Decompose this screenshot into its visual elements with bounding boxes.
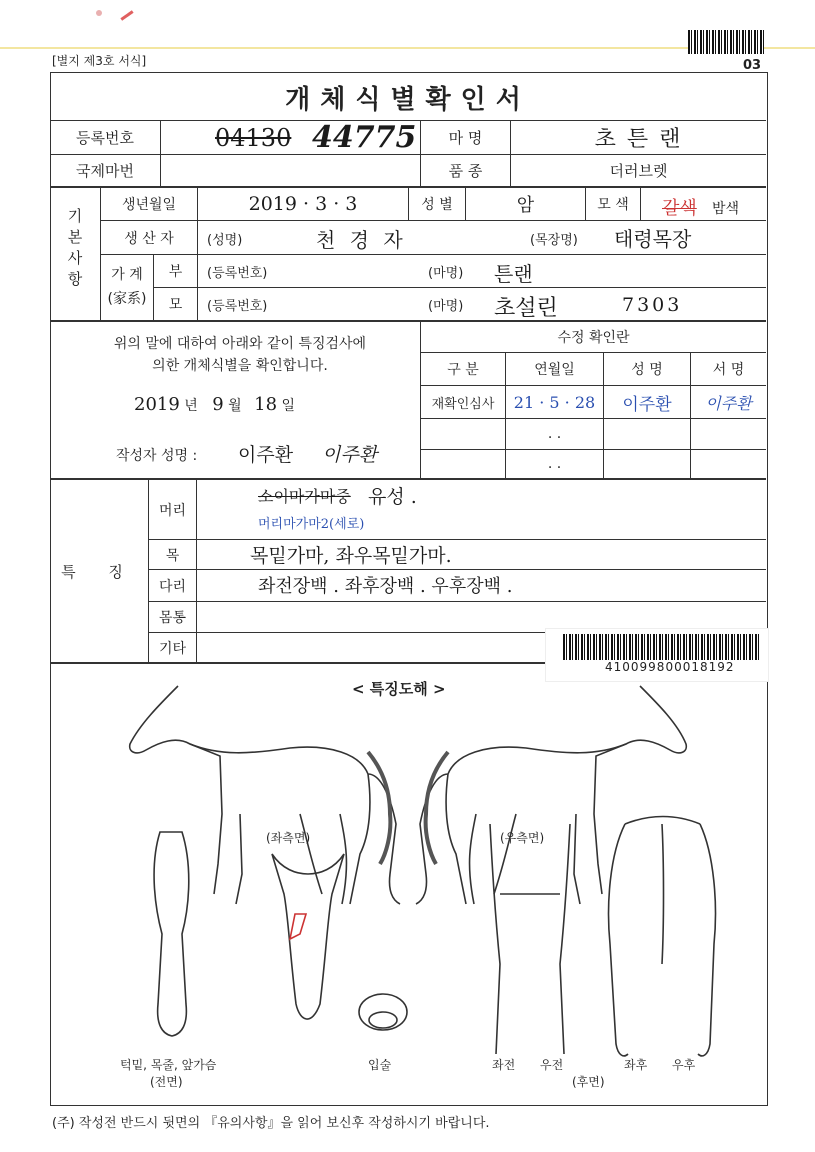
rev-row2-date: . . (547, 426, 562, 442)
rev-col-date: 연월일 (534, 362, 575, 378)
head-label: 머리 (158, 502, 187, 519)
birth-label: 생년월일 (121, 197, 177, 213)
statement-line1: 위의 말에 대하여 아래와 같이 특징검사에 (113, 336, 367, 352)
basic-section-label: 기본사항 (65, 208, 84, 292)
hind-right-leg-label: 우후 (672, 1058, 696, 1072)
body-label: 몸통 (158, 610, 187, 626)
features-section-label: 특 징 (61, 562, 137, 581)
sire-label: 부 (168, 264, 183, 280)
color-value: 밤색 (712, 201, 740, 217)
writer-name: 이주환 (238, 444, 294, 466)
barcode (563, 634, 761, 660)
writer-sign: 이주환 (322, 444, 378, 466)
producer-name: 천 경 자 (316, 228, 407, 252)
dam-reg-label: (등록번호) (207, 299, 268, 314)
horse-name-label: 마 명 (448, 129, 483, 147)
statement-line2: 의한 개체식별을 확인합니다. (152, 358, 328, 374)
page-number: 03 (743, 58, 762, 73)
writer-label: 작성자 성명 : (116, 448, 198, 464)
date-month: 9 (212, 394, 224, 415)
red-mark (120, 10, 133, 20)
leg-value: 좌전장백 . 좌후장백 . 우후장백 . (258, 576, 513, 597)
lip-caption: 입술 (368, 1058, 392, 1072)
color-struck: 갈색 (662, 198, 697, 219)
sex-label: 성 별 (421, 197, 453, 213)
farm-value: 태령목장 (614, 227, 692, 251)
farm-label: (목장명) (530, 233, 578, 248)
date-year: 2019 (134, 394, 180, 415)
head-value-2: 머리마가마2(세로) (258, 517, 365, 532)
front-label: (전면) (150, 1075, 183, 1089)
rev-row1-name: 이주환 (622, 394, 672, 415)
breed-label: 품 종 (448, 162, 483, 180)
rev-row1-sign: 이주환 (705, 393, 752, 413)
rev-row3-date: . . (547, 456, 562, 472)
dam-horse-label: (마명) (428, 299, 464, 314)
barcode-number: 410099800018192 (605, 660, 735, 674)
right-side-label: (우측면) (500, 831, 545, 845)
diagram-title: < 특징도해 > (352, 680, 446, 698)
revision-title: 수정 확인란 (557, 330, 630, 346)
head-struck: 소이마가마중 (258, 487, 351, 506)
date-day: 18 (254, 394, 278, 415)
family-label: 가 계 (家系) (107, 267, 147, 307)
year-label: 년 (184, 398, 198, 414)
reg-no-value: 44775 (312, 120, 417, 155)
hind-left-leg-label: 좌후 (624, 1058, 648, 1072)
confirm-date (134, 394, 295, 415)
rev-col-name: 성 명 (631, 362, 663, 378)
intl-no-value (161, 155, 420, 186)
rear-label: (후면) (572, 1075, 605, 1089)
day-label: 일 (281, 398, 296, 414)
rev-col-type: 구 분 (447, 362, 479, 378)
rev-row1-type: 재확인심사 (431, 396, 495, 412)
left-side-label: (좌측면) (266, 831, 311, 845)
reg-no-struck: 04130 (215, 124, 292, 152)
top-barcode (688, 30, 764, 54)
footer-note: (주) 작성전 반드시 뒷면의 『유의사항』을 읽어 보신후 작성하시기 바랍니다. (52, 1116, 490, 1131)
head-value: 유성 . (368, 486, 417, 508)
horse-diagram (50, 664, 766, 1104)
producer-label: 생 산 자 (124, 230, 174, 247)
neck-label: 목 (165, 547, 180, 564)
month-label: 월 (228, 398, 242, 414)
front-right-leg-label: 우전 (540, 1058, 564, 1072)
sex-value: 암 (516, 195, 535, 216)
rev-row1-date: 21 · 5 · 28 (513, 392, 596, 412)
etc-label: 기타 (158, 640, 187, 657)
leg-label: 다리 (158, 578, 187, 595)
form-label: [별지 제3호 서식] (52, 54, 147, 68)
horse-name-value: 초 튼 랜 (594, 127, 683, 152)
neck-value: 목밑가마, 좌우목밑가마. (250, 545, 452, 567)
front-caption: 턱밑, 목줄, 앞가슴 (120, 1058, 217, 1072)
red-mark (96, 10, 102, 16)
reg-no-label: 등록번호 (76, 129, 134, 147)
birth-value: 2019 · 3 · 3 (248, 193, 358, 215)
dam-label: 모 (168, 297, 183, 313)
producer-name-label: (성명) (207, 233, 243, 248)
front-left-leg-label: 좌전 (492, 1058, 516, 1072)
sire-name: 튼랜 (494, 262, 533, 286)
intl-no-label: 국제마번 (76, 162, 134, 180)
dam-name: 초설린 (494, 296, 558, 321)
sire-horse-label: (마명) (428, 266, 464, 281)
breed-value: 더러브렛 (609, 162, 668, 180)
rev-col-sign: 서 명 (712, 362, 745, 378)
page-title: 개체식별확인서 (285, 84, 531, 115)
dam-extra: 7303 (622, 294, 683, 316)
statement (80, 333, 400, 377)
sire-reg-label: (등록번호) (207, 266, 268, 281)
color-label: 모 색 (597, 197, 629, 213)
